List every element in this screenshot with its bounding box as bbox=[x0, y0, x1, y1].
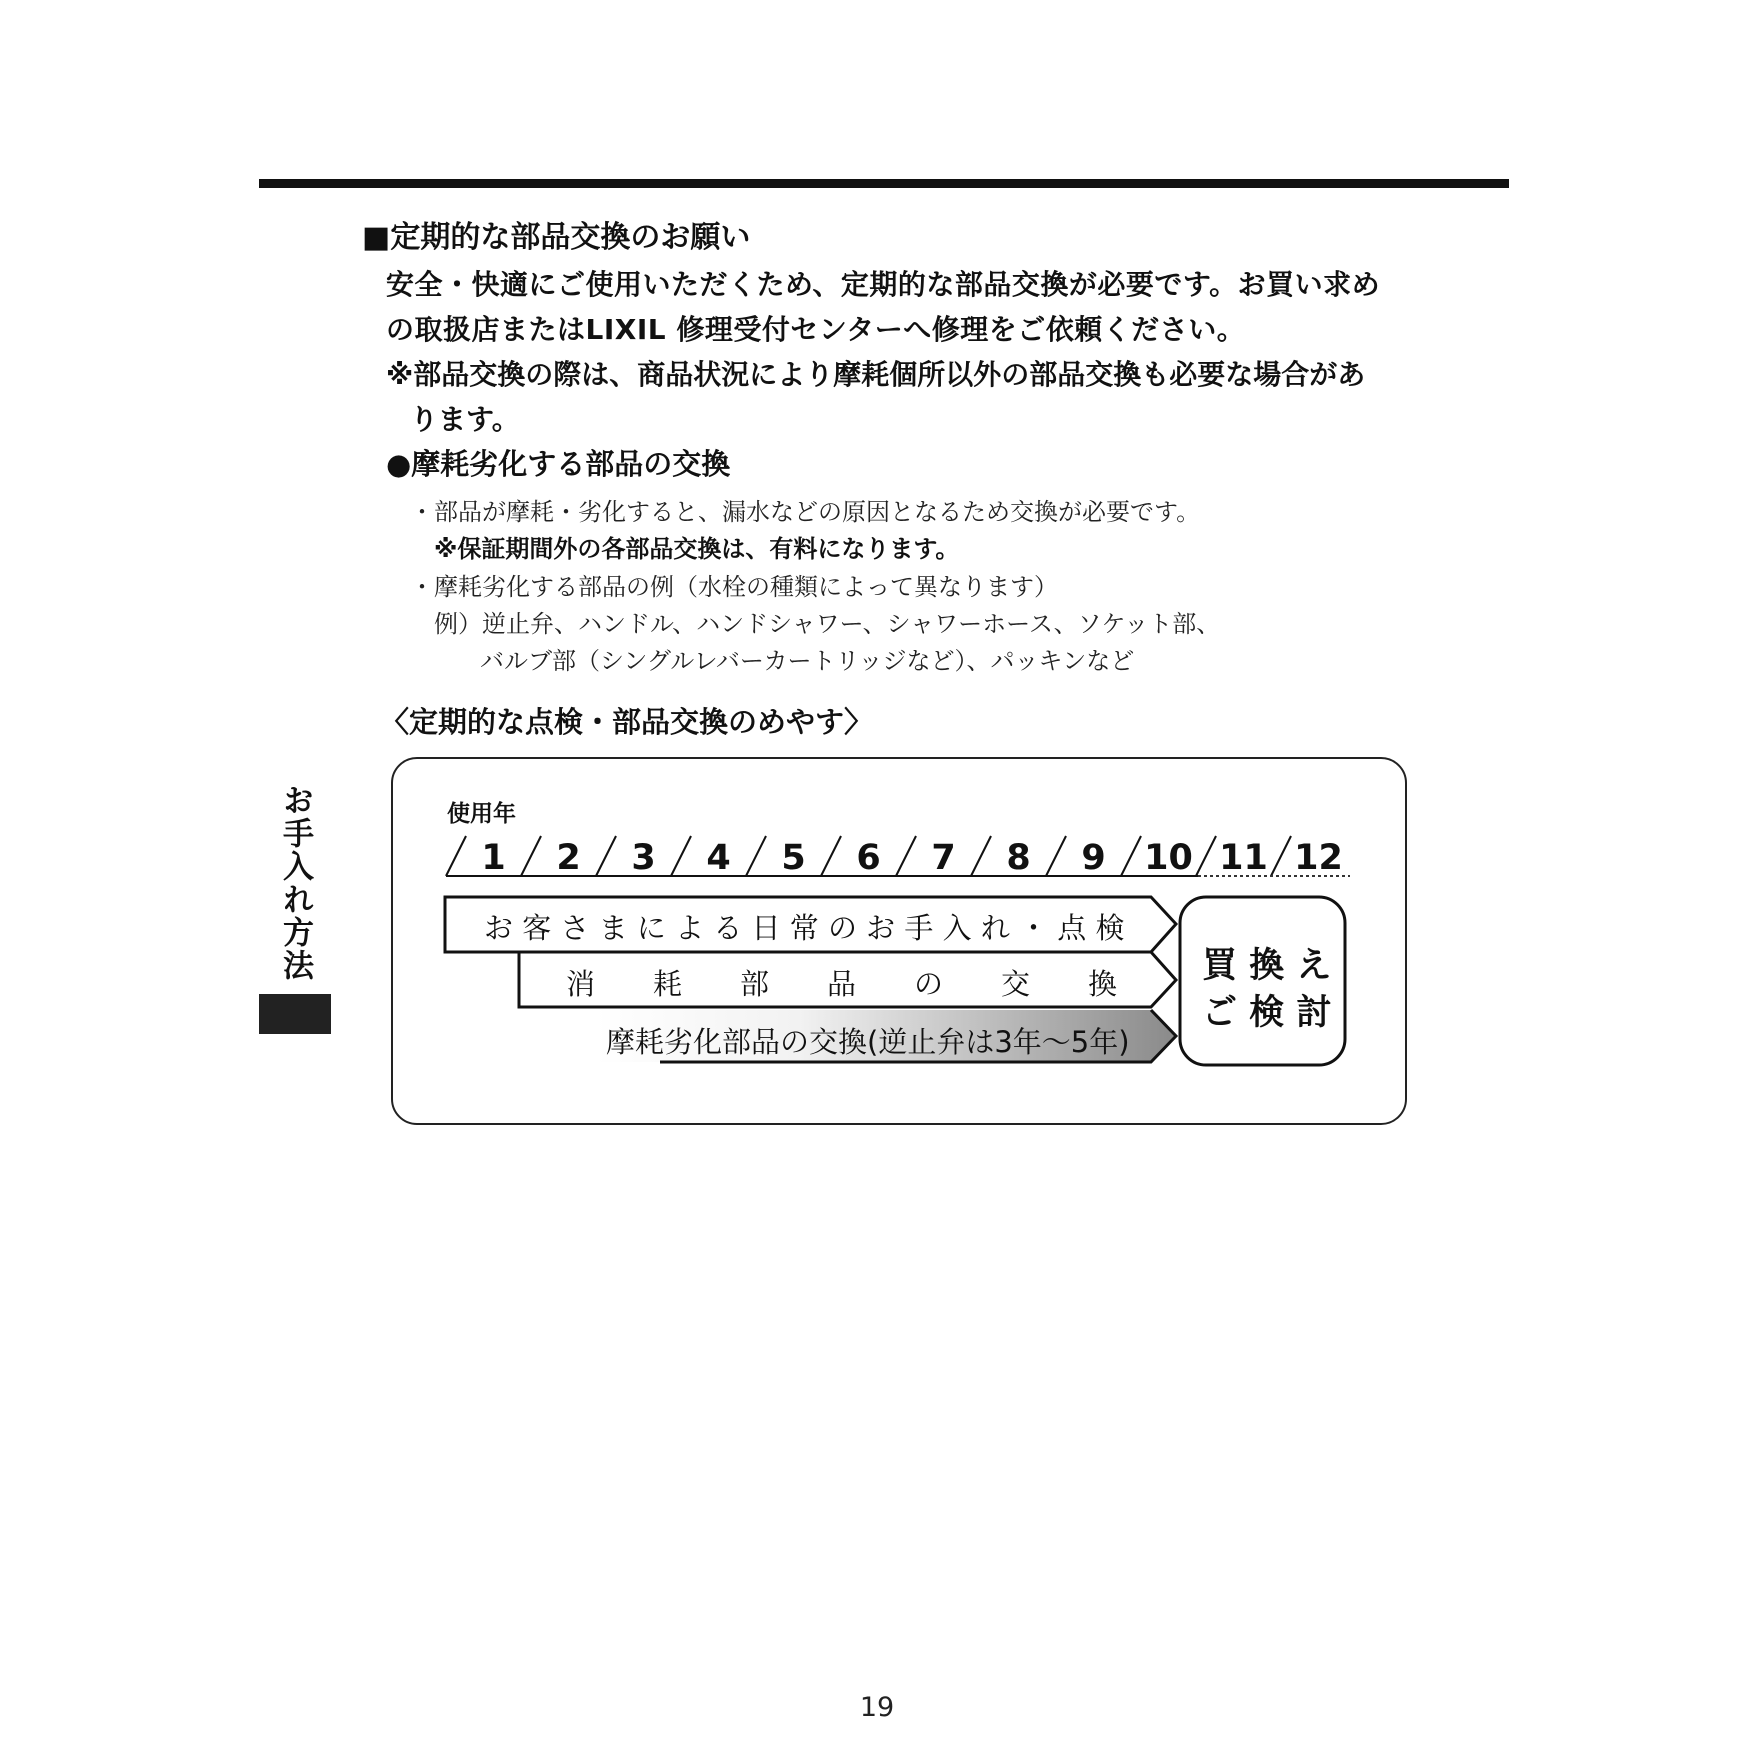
page-number: 19 bbox=[859, 1692, 895, 1723]
year-label: 6 bbox=[856, 838, 881, 878]
note-line-1: ※部品交換の際は、商品状況により摩耗個所以外の部品交換も必要な場合があ bbox=[386, 358, 1366, 391]
band-consumables-label: 消 耗 部 品 の 交 換 bbox=[566, 967, 1118, 1001]
year-divider bbox=[1121, 836, 1141, 876]
replace-box-line-2: ご 検 討 bbox=[1202, 993, 1332, 1033]
year-label: 7 bbox=[931, 838, 956, 878]
sub-heading: ●摩耗劣化する部品の交換 bbox=[386, 447, 731, 481]
example-line-2: バルブ部（シングルレバーカートリッジなど）、パッキンなど bbox=[480, 647, 1135, 675]
year-label: 12 bbox=[1294, 838, 1343, 878]
year-label: 5 bbox=[781, 838, 806, 878]
band-daily-care-label: お 客 さ ま に よ る 日 常 の お 手 入 れ ・ 点 検 bbox=[484, 911, 1125, 945]
bullet-1: ・部品が摩耗・劣化すると、漏水などの原因となるため交換が必要です。 bbox=[410, 498, 1201, 526]
year-label: 1 bbox=[481, 838, 506, 878]
year-dividers bbox=[446, 836, 1291, 876]
year-divider bbox=[521, 836, 541, 876]
bullet-2: ・摩耗劣化する部品の例（水栓の種類によって異なります） bbox=[410, 573, 1058, 601]
year-divider bbox=[1196, 836, 1216, 876]
year-divider bbox=[971, 836, 991, 876]
year-label: 4 bbox=[706, 838, 731, 878]
year-label: 11 bbox=[1219, 838, 1268, 878]
bullet-1-note: ※保証期間外の各部品交換は、有料になります。 bbox=[434, 535, 960, 563]
year-divider bbox=[671, 836, 691, 876]
year-label: 2 bbox=[556, 838, 581, 878]
year-label: 8 bbox=[1006, 838, 1031, 878]
year-label: 3 bbox=[631, 838, 656, 878]
side-tab-label: お手入れ方法 bbox=[277, 784, 313, 982]
year-divider bbox=[896, 836, 916, 876]
note-line-2: ります。 bbox=[410, 403, 520, 436]
band-worn-parts-label: 摩耗劣化部品の交換(逆止弁は3年〜5年) bbox=[606, 1025, 1130, 1059]
year-label: 9 bbox=[1081, 838, 1106, 878]
intro-line-2: の取扱店またはLIXIL 修理受付センターへ修理をご依頼ください。 bbox=[386, 313, 1246, 346]
guide-heading: 〈定期的な点検・部品交換のめやす〉 bbox=[380, 705, 874, 739]
intro-line-1: 安全・快適にご使用いただくため、定期的な部品交換が必要です。お買い求め bbox=[386, 268, 1381, 301]
example-line-1: 例）逆止弁、ハンドル、ハンドシャワー、シャワーホース、ソケット部、 bbox=[434, 610, 1221, 638]
year-divider bbox=[1271, 836, 1291, 876]
main-heading: ■定期的な部品交換のお願い bbox=[362, 220, 751, 255]
year-label: 10 bbox=[1144, 838, 1193, 878]
year-divider bbox=[446, 836, 466, 876]
year-divider bbox=[821, 836, 841, 876]
replace-box-line-1: 買 換 え bbox=[1202, 946, 1332, 986]
year-divider bbox=[596, 836, 616, 876]
year-divider bbox=[746, 836, 766, 876]
year-divider bbox=[1046, 836, 1066, 876]
years-label: 使用年 bbox=[447, 801, 516, 827]
